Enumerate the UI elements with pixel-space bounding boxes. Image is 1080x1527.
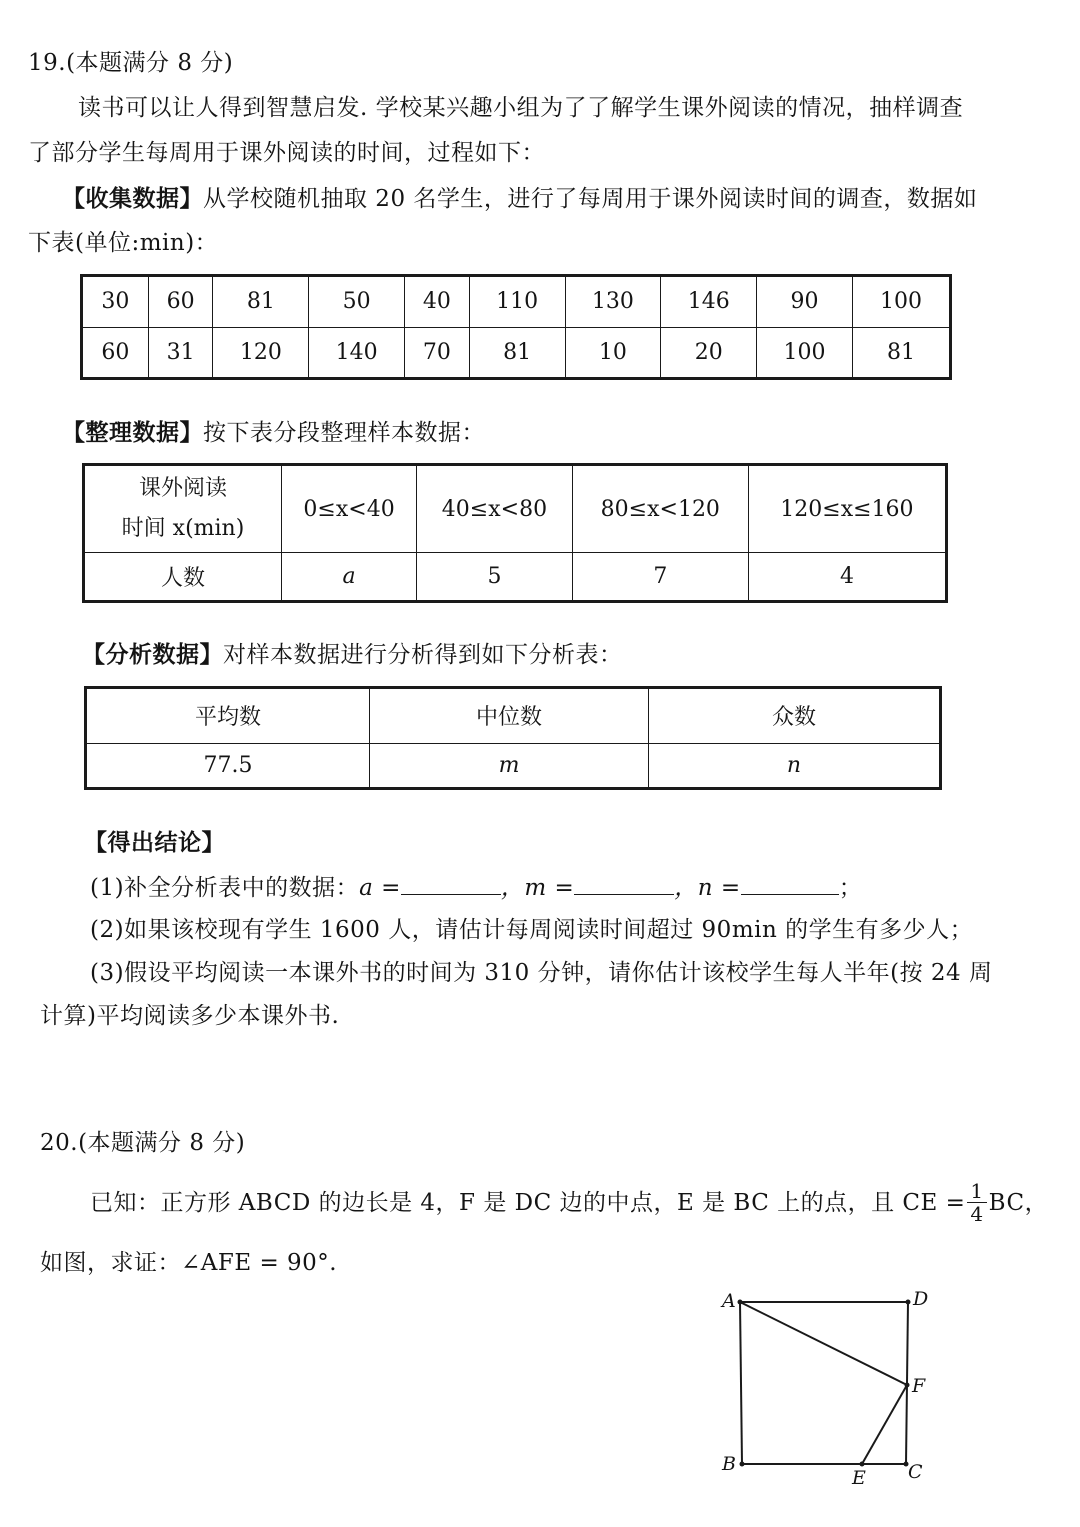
raw-data-cell: 50 [309,276,405,328]
raw-data-cell: 120 [213,327,309,379]
raw-data-row [82,327,951,379]
raw-data-cell: 31 [148,327,213,379]
raw-data-cell: 100 [757,327,853,379]
stats-header-median: 中位数 [370,688,649,744]
stats-table [84,686,942,790]
raw-data-cell: 40 [405,276,470,328]
q20-line1-pre: 已知：正方形 ABCD 的边长是 4，F 是 DC 边的中点，E 是 BC 上的点，且 CE = [90,1189,966,1216]
side-ab [740,1302,742,1464]
q20-header: 20.(本题满分 8 分) [40,1130,246,1156]
label-a: A [722,1290,736,1312]
collect-tag: 【收集数据】 [62,186,203,212]
part1-m-label: ，m = [500,875,575,901]
raw-data-cell: 70 [405,327,470,379]
q19-intro-line2: 了部分学生每周用于课外阅读的时间，过程如下： [28,140,545,166]
answer-blank-a[interactable] [401,872,501,895]
freq-range-cell: 80≤x<120 [572,465,748,553]
point-b [740,1462,745,1467]
stats-value-mode: n [649,743,941,788]
stats-header-mean: 平均数 [86,688,370,744]
organize-line [62,418,485,448]
q19-part2: (2)如果该校现有学生 1600 人，请估计每周阅读时间超过 90min 的学生有多少人； [90,917,974,943]
freq-count-cell: a [282,553,417,602]
freq-header-line1: 课外阅读 [138,476,227,501]
raw-data-cell: 130 [565,276,661,328]
fraction-numerator: 1 [967,1180,986,1203]
freq-count-label: 人数 [84,553,282,602]
analyze-text: 对样本数据进行分析得到如下分析表： [223,642,623,668]
raw-data-cell: 146 [661,276,757,328]
part1-prefix: (1)补全分析表中的数据： [90,875,360,901]
q19-header: 19.(本题满分 8 分) [28,50,234,76]
freq-header-line2: 时间 x(min) [121,516,245,541]
collect-line1 [62,184,977,214]
freq-range-cell: 0≤x<40 [282,465,417,553]
freq-count-cell: 5 [417,553,573,602]
freq-header-cell [84,465,282,553]
raw-data-cell: 81 [852,327,950,379]
q19-intro-line1: 读书可以让人得到智慧启发. 学校某兴趣小组为了了解学生课外阅读的情况，抽样调查 [78,95,964,121]
raw-data-row [82,276,951,328]
collect-text1: 从学校随机抽取 20 名学生，进行了每周用于课外阅读时间的调查，数据如 [203,186,978,212]
raw-data-cell: 20 [661,327,757,379]
frequency-table [82,463,948,603]
raw-data-cell: 81 [469,327,565,379]
raw-data-cell: 30 [82,276,149,328]
point-f [905,1383,910,1388]
analyze-line [82,640,623,670]
label-e: E [852,1467,866,1489]
answer-blank-m[interactable] [574,872,674,895]
raw-data-cell: 60 [148,276,213,328]
point-d [906,1300,911,1305]
raw-data-cell: 10 [565,327,661,379]
q20-line1-post: BC， [988,1189,1049,1216]
raw-data-cell: 60 [82,327,149,379]
raw-data-cell: 90 [757,276,853,328]
fraction-denominator: 4 [970,1202,984,1226]
conclusion-tag: 【得出结论】 [84,830,225,856]
stats-header-mode: 众数 [649,688,941,744]
fraction-one-quarter [967,1180,986,1225]
point-a [738,1300,743,1305]
analyze-tag: 【分析数据】 [82,642,223,668]
point-e [860,1462,865,1467]
part1-end: ； [838,875,863,901]
q19-part3-line2: 计算)平均阅读多少本课外书. [40,1003,340,1029]
square-figure [710,1280,940,1490]
raw-data-cell: 100 [852,276,950,328]
raw-data-cell: 110 [469,276,565,328]
freq-count-cell: 7 [572,553,748,602]
label-f: F [912,1375,926,1397]
label-d: D [913,1288,929,1310]
raw-data-cell: 81 [213,276,309,328]
freq-range-cell: 120≤x≤160 [748,465,946,553]
answer-blank-n[interactable] [741,872,839,895]
q20-line2: 如图，求证：∠AFE = 90°. [40,1250,338,1276]
part1-a-label: a = [359,875,401,901]
stats-value-mean: 77.5 [86,743,370,788]
label-c: C [908,1461,923,1483]
freq-count-cell: 4 [748,553,946,602]
raw-data-cell: 140 [309,327,405,379]
segment-af [740,1302,907,1385]
label-b: B [722,1453,736,1475]
q20-line1 [90,1180,1048,1225]
segment-fe [862,1385,907,1464]
stats-value-median: m [370,743,649,788]
part1-n-label: ，n = [674,875,741,901]
q19-part1 [90,872,862,903]
q19-part3-line1: (3)假设平均阅读一本课外书的时间为 310 分钟，请你估计该校学生每人半年(按 24 周 [90,960,993,986]
organize-text: 按下表分段整理样本数据： [203,420,485,446]
freq-range-cell: 40≤x<80 [417,465,573,553]
organize-tag: 【整理数据】 [62,420,203,446]
collect-line2: 下表(单位:min)： [28,230,219,256]
raw-data-table [80,274,952,380]
